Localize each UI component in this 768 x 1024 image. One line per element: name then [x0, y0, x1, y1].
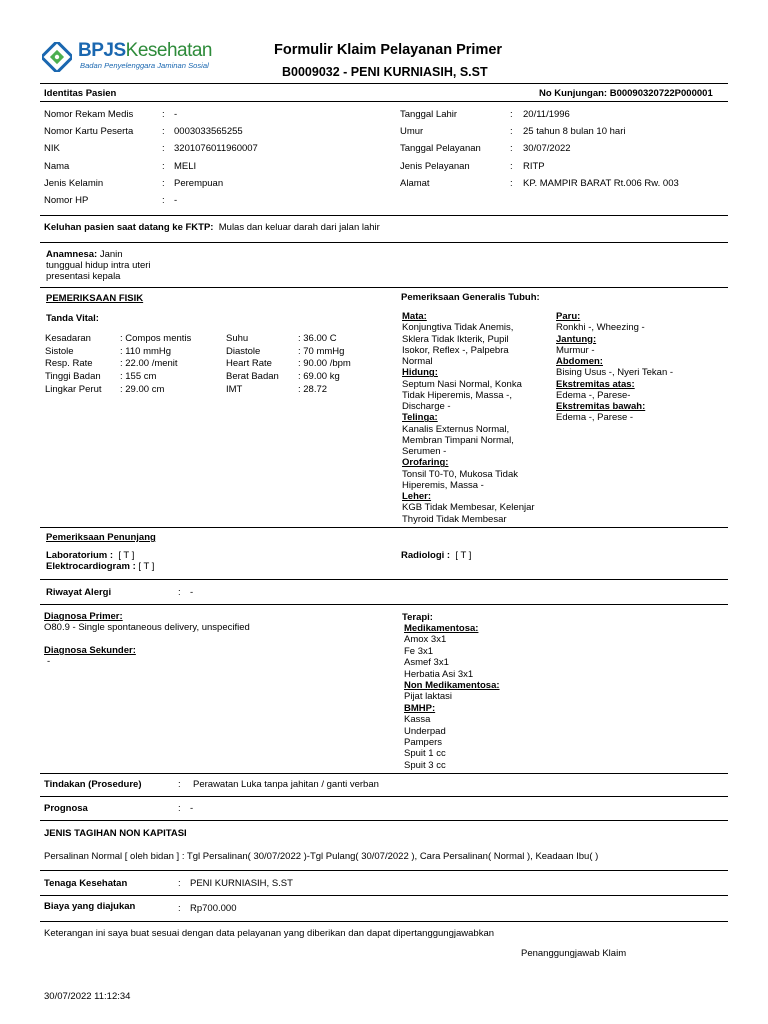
generalis-text: Normal — [402, 356, 433, 367]
vital-label: Lingkar Perut — [45, 383, 102, 395]
anamnesa-line1: Janin — [99, 249, 123, 260]
vital-value: : 90.00 /bpm — [298, 358, 351, 370]
terapi-heading: Terapi: — [402, 612, 433, 623]
alergi-label: Riwayat Alergi — [46, 587, 112, 598]
vital-label: Sistole — [45, 345, 74, 357]
terapi-item: Kassa — [404, 714, 431, 726]
biaya-label: Biaya yang diajukan — [44, 901, 136, 912]
prognosa-value: - — [190, 803, 194, 814]
vital-label: Suhu — [226, 333, 249, 344]
generalis-text: Murmur - — [556, 344, 595, 356]
identitas-label: Nama — [44, 160, 70, 172]
generalis-subheading: Jantung: — [556, 333, 597, 345]
print-timestamp: 30/07/2022 11:12:34 — [44, 991, 131, 1002]
prognosa-colon: : — [178, 803, 181, 814]
no-kunjungan: No Kunjungan: B00090320722P000001 — [539, 88, 713, 99]
penunjang-heading: Pemeriksaan Penunjang — [46, 532, 156, 543]
divider — [40, 287, 728, 288]
generalis-text: Serumen - — [402, 446, 447, 457]
terapi-item: Pampers — [404, 737, 443, 749]
diagnosa-primer-value: O80.9 - Single spontaneous delivery, unspecified — [44, 622, 250, 633]
generalis-subheading: Mata: — [402, 311, 427, 322]
generalis-text: Ronkhi -, Wheezing - — [556, 322, 645, 334]
identitas-value: Perempuan — [174, 177, 224, 189]
identitas-colon: : — [510, 126, 513, 138]
divider — [40, 215, 728, 216]
identitas-value: KP. MAMPIR BARAT Rt.006 Rw. 003 — [523, 177, 679, 189]
vital-label: Kesadaran — [45, 333, 91, 344]
generalis-heading: Pemeriksaan Generalis Tubuh: — [401, 292, 540, 303]
divider — [40, 921, 728, 922]
identitas-label: NIK — [44, 143, 60, 155]
identitas-label: Jenis Pelayanan — [400, 160, 470, 172]
identitas-value: 0003033565255 — [174, 126, 243, 138]
tindakan-colon: : — [178, 779, 181, 790]
terapi-item: Amox 3x1 — [404, 634, 447, 646]
generalis-text: Septum Nasi Normal, Konka — [402, 378, 522, 390]
divider — [40, 101, 728, 102]
vital-label: Resp. Rate — [45, 358, 93, 370]
identitas-label: Alamat — [400, 177, 430, 189]
identitas-colon: : — [162, 177, 165, 189]
lab-row — [46, 550, 134, 561]
lab-value: [ T ] — [118, 550, 135, 561]
vital-label: Tinggi Badan — [45, 371, 101, 383]
divider — [40, 820, 728, 821]
ekg-label: Elektrocardiogram : — [46, 561, 136, 572]
generalis-text: Isokor, Reflex -, Palpebra — [402, 344, 509, 356]
generalis-subheading: Orofaring: — [402, 457, 449, 469]
terapi-item: Underpad — [404, 725, 446, 737]
tindakan-value: Perawatan Luka tanpa jahitan / ganti verban — [193, 779, 379, 790]
terapi-item: Pijat laktasi — [404, 691, 453, 703]
tagihan-text: Persalinan Normal [ oleh bidan ] : Tgl Persalinan( 30/07/2022 )-Tgl Pulang( 30/07/2022 ), Cara Persalinan( Normal ), Keadaan Ibu( ) — [44, 851, 599, 862]
vital-value: : 29.00 cm — [120, 383, 165, 395]
keluhan-value: Mulas dan keluar darah dari jalan lahir — [218, 222, 380, 233]
divider — [40, 604, 728, 605]
divider — [40, 242, 728, 243]
identitas-label: Jenis Kelamin — [44, 177, 104, 189]
lab-label: Laboratorium : — [46, 550, 114, 561]
generalis-text: Kanalis Externus Normal, — [402, 423, 510, 435]
identitas-label: Umur — [400, 126, 424, 138]
anamnesa-line2: tunggual hidup intra uteri — [46, 260, 151, 271]
identitas-heading: Identitas Pasien — [44, 88, 117, 99]
tenaga-colon: : — [178, 878, 181, 889]
terapi-item: Asmef 3x1 — [404, 657, 449, 669]
generalis-text: Hiperemis, Massa - — [402, 479, 484, 491]
vital-value: : 110 mmHg — [120, 345, 172, 357]
generalis-subheading: Telinga: — [402, 412, 438, 424]
generalis-subheading: Leher: — [402, 491, 432, 502]
terapi-subheading: Non Medikamentosa: — [404, 680, 500, 692]
generalis-text: Tonsil T0-T0, Mukosa Tidak — [402, 468, 518, 480]
logo-brand-bpjs: BPJS — [78, 40, 126, 61]
vital-value: : 70 mmHg — [298, 345, 345, 357]
form-subtitle: B0009032 - PENI KURNIASIH, S.ST — [282, 65, 488, 79]
generalis-subheading: Abdomen: — [556, 356, 603, 367]
terapi-list — [404, 623, 500, 771]
identitas-value: - — [174, 195, 178, 206]
generalis-subheading: Hidung: — [402, 367, 438, 379]
form-title: Formulir Klaim Pelayanan Primer — [274, 42, 503, 58]
identitas-label: Tanggal Lahir — [400, 109, 458, 120]
biaya-colon: : — [178, 903, 181, 914]
anamnesa-block — [46, 249, 151, 282]
diagnosa-sekunder-label: Diagnosa Sekunder: — [44, 645, 136, 656]
vital-value: : 36.00 C — [298, 333, 337, 344]
generalis-text: Tidak Hiperemis, Massa -, — [402, 389, 512, 401]
generalis-text: Sklera Tidak Ikterik, Pupil — [402, 333, 509, 345]
generalis-subheading: Paru: — [556, 311, 581, 322]
terapi-item: Herbatia Asi 3x1 — [404, 668, 474, 680]
identitas-colon: : — [162, 143, 165, 155]
vital-value: : 28.72 — [298, 383, 328, 395]
divider — [40, 870, 728, 871]
identitas-colon: : — [162, 195, 165, 206]
diagnosa-primer-label: Diagnosa Primer: — [44, 611, 123, 622]
identitas-value: MELI — [174, 160, 197, 172]
tindakan-label: Tindakan (Prosedure) — [44, 779, 142, 790]
vital-value: : 155 cm — [120, 371, 157, 383]
ekg-row — [46, 561, 154, 572]
generalis-text: Edema -, Parese - — [556, 412, 634, 424]
identitas-value: 25 tahun 8 bulan 10 hari — [523, 126, 626, 138]
divider — [40, 527, 728, 528]
biaya-value: Rp700.000 — [190, 903, 237, 914]
vital-label: Diastole — [226, 345, 261, 357]
divider — [40, 895, 728, 896]
terapi-subheading: BMHP: — [404, 702, 436, 714]
diagnosa-sekunder-value: - — [47, 656, 51, 667]
penanggung-jawab-label: Penanggungjawab Klaim — [521, 948, 627, 959]
generalis-text: KGB Tidak Membesar, Kelenjar — [402, 502, 535, 514]
generalis-subheading: Ekstremitas atas: — [556, 378, 635, 390]
generalis-col2 — [556, 311, 673, 424]
vital-label: Heart Rate — [226, 358, 272, 370]
identitas-value: RITP — [523, 160, 545, 172]
pemeriksaan-fisik-heading: PEMERIKSAAN FISIK — [46, 293, 144, 304]
identitas-colon: : — [510, 143, 513, 155]
prognosa-label: Prognosa — [44, 803, 88, 814]
tenaga-value: PENI KURNIASIH, S.ST — [190, 878, 293, 889]
generalis-text: Konjungtiva Tidak Anemis, — [402, 322, 514, 334]
radiologi-row — [401, 550, 471, 561]
terapi-item: Spuit 3 cc — [404, 759, 446, 771]
alergi-colon: : — [178, 587, 181, 598]
identitas-value: 3201076011960007 — [174, 143, 258, 155]
identitas-colon: : — [162, 126, 165, 138]
terapi-subheading: Medikamentosa: — [404, 623, 479, 634]
anamnesa-label: Anamnesa: — [46, 249, 98, 260]
divider — [40, 796, 728, 797]
alergi-value: - — [190, 587, 194, 598]
terapi-item: Spuit 1 cc — [404, 748, 446, 760]
vital-value: : Compos mentis — [120, 333, 192, 344]
identitas-label: Nomor Rekam Medis — [44, 109, 134, 120]
generalis-col1 — [402, 311, 535, 525]
ekg-value: [ T ] — [138, 561, 155, 572]
generalis-text: Bising Usus -, Nyeri Tekan - — [556, 367, 674, 379]
generalis-subheading: Ekstremitas bawah: — [556, 401, 646, 412]
radiologi-value: [ T ] — [455, 550, 472, 561]
divider — [40, 579, 728, 580]
keterangan-text: Keterangan ini saya buat sesuai dengan data pelayanan yang diberikan dan dapat dipertanggungjawabkan — [44, 928, 495, 939]
identitas-value: 30/07/2022 — [523, 143, 571, 155]
anamnesa-line3: presentasi kepala — [46, 271, 121, 282]
logo-brand-kesehatan: Kesehatan — [125, 40, 212, 61]
bpjs-emblem-icon — [42, 42, 72, 72]
vital-label: Berat Badan — [226, 371, 279, 383]
identitas-colon: : — [510, 177, 513, 189]
identitas-label: Nomor HP — [44, 195, 89, 206]
tenaga-label: Tenaga Kesehatan — [44, 878, 128, 889]
identitas-value: 20/11/1996 — [523, 109, 570, 120]
tagihan-heading: JENIS TAGIHAN NON KAPITASI — [44, 828, 187, 839]
generalis-text: Discharge - — [402, 401, 451, 412]
divider — [40, 83, 728, 84]
identitas-label: Nomor Kartu Peserta — [44, 126, 134, 138]
logo-tagline: Badan Penyelenggara Jaminan Sosial — [80, 61, 209, 70]
generalis-text: Edema -, Parese- — [556, 389, 631, 401]
identitas-colon: : — [510, 109, 513, 120]
identitas-value: - — [174, 109, 178, 120]
vital-label: IMT — [226, 383, 243, 395]
bpjs-logo — [42, 40, 222, 76]
radiologi-label: Radiologi : — [401, 550, 451, 561]
keluhan-row — [44, 222, 380, 233]
identitas-label: Tanggal Pelayanan — [400, 143, 481, 155]
divider — [40, 773, 728, 774]
identitas-colon: : — [510, 160, 513, 172]
identitas-colon: : — [162, 160, 165, 172]
vital-value: : 69.00 kg — [298, 371, 340, 383]
terapi-item: Fe 3x1 — [404, 645, 434, 657]
generalis-text: Membran Timpani Normal, — [402, 434, 514, 446]
generalis-text: Thyroid Tidak Membesar — [402, 513, 507, 525]
vital-value: : 22.00 /menit — [120, 358, 178, 370]
tanda-vital-heading: Tanda Vital: — [46, 313, 99, 324]
keluhan-label: Keluhan pasien saat datang ke FKTP: — [44, 222, 214, 233]
identitas-colon: : — [162, 109, 165, 120]
